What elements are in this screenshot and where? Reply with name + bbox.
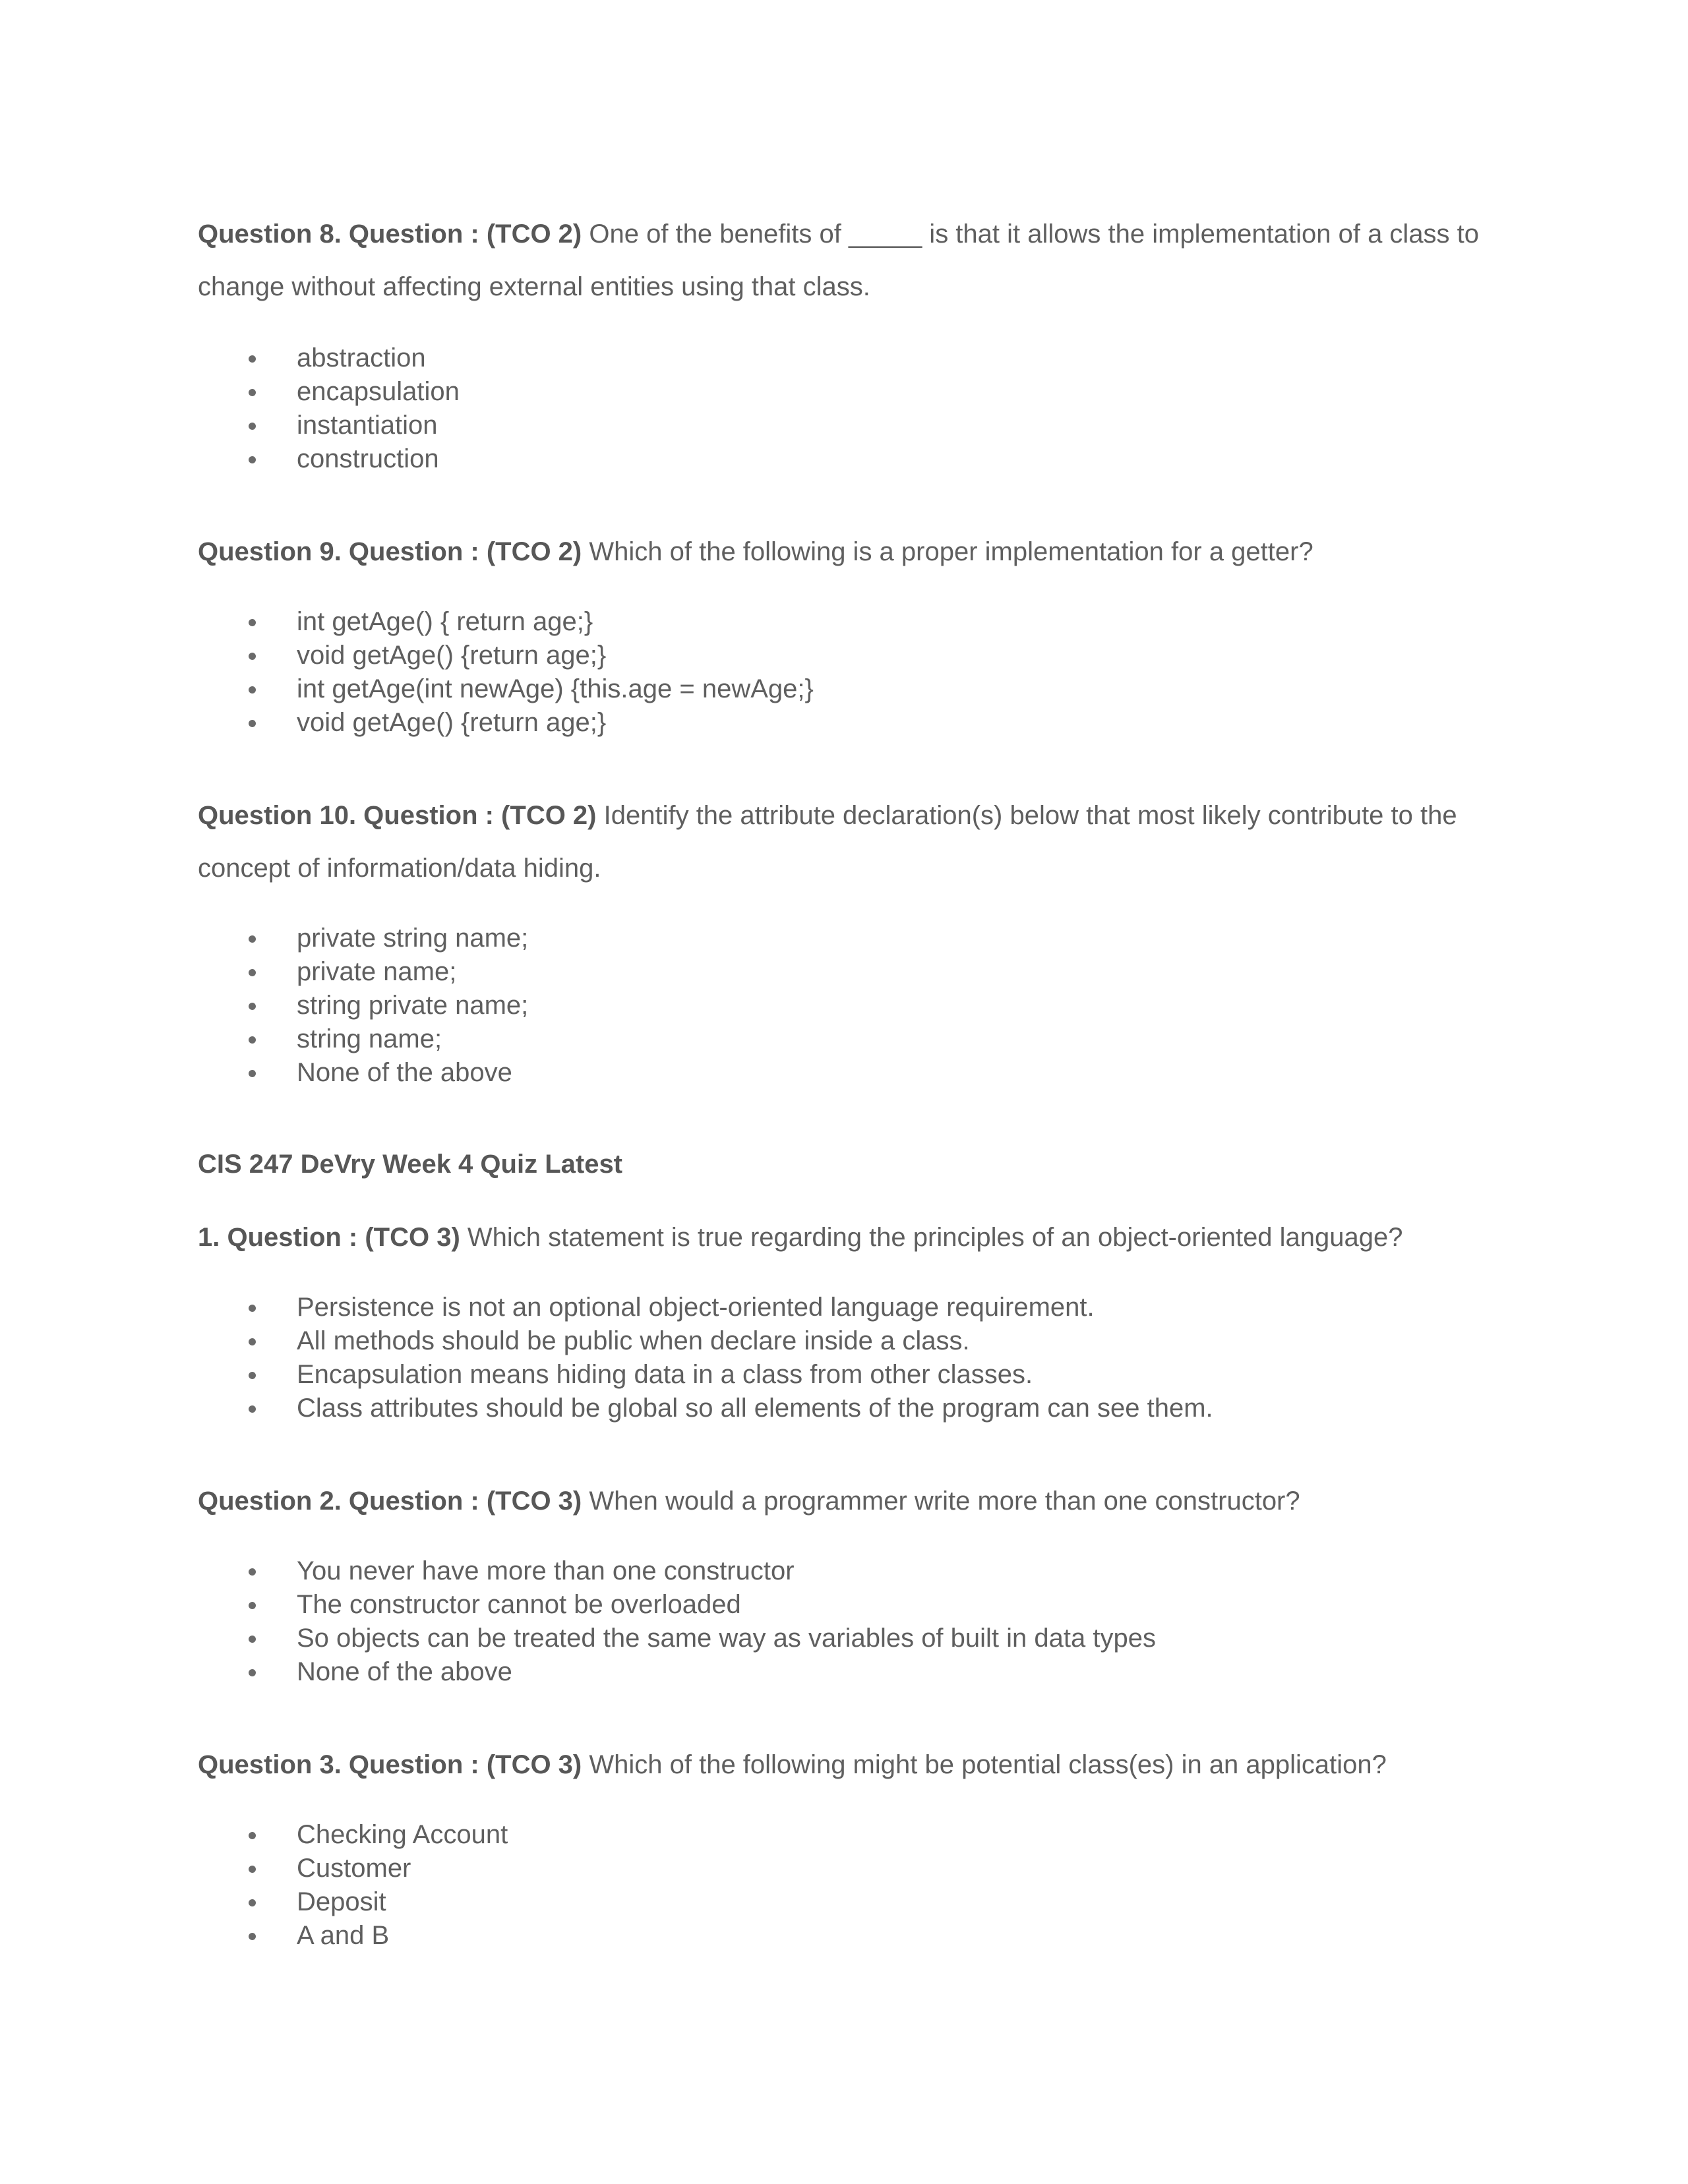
list-item	[198, 1056, 528, 1090]
option-text: Deposit	[297, 1887, 386, 1916]
list-item	[198, 955, 528, 989]
list-item	[198, 341, 460, 375]
option-text: string private name;	[297, 991, 529, 1020]
list-item	[198, 409, 460, 442]
week4-question-1	[198, 1211, 1490, 1264]
list-item	[198, 1852, 508, 1885]
option-text: private string name;	[297, 924, 529, 953]
list-item	[198, 989, 528, 1022]
question-text: Which statement is true regarding the principles of an object-oriented language?	[460, 1223, 1403, 1252]
question-label: 1. Question : (TCO 3)	[198, 1223, 460, 1252]
question-label: Question 2. Question : (TCO 3)	[198, 1487, 582, 1516]
list-item	[198, 1588, 1156, 1622]
list-item	[198, 1291, 1213, 1324]
bullet-icon	[249, 1036, 256, 1044]
question-label: Question 9. Question : (TCO 2)	[198, 537, 582, 566]
bullet-icon	[249, 1338, 256, 1345]
option-text: None of the above	[297, 1657, 512, 1686]
option-text: Customer	[297, 1854, 411, 1883]
bullet-icon	[249, 1669, 256, 1676]
question-label: Question 10. Question : (TCO 2)	[198, 801, 597, 830]
option-text: You never have more than one constructor	[297, 1556, 795, 1585]
option-text: private name;	[297, 957, 457, 986]
option-text: Encapsulation means hiding data in a class from other classes.	[297, 1360, 1033, 1389]
question-text: One of the benefits of _____ is that it allows the implementation of a class to change without affecting external entities using that class.	[198, 220, 1480, 301]
bullet-icon	[249, 969, 256, 976]
list-item	[198, 1358, 1213, 1392]
option-text: void getAge() {return age;}	[297, 708, 607, 737]
list-item	[198, 672, 814, 706]
list-item	[198, 375, 460, 409]
bullet-icon	[249, 720, 256, 727]
week4-question-2-options	[198, 1554, 1156, 1689]
bullet-icon	[249, 686, 256, 694]
bullet-icon	[249, 1832, 256, 1839]
question-10-options	[198, 922, 528, 1090]
option-text: All methods should be public when declare inside a class.	[297, 1326, 970, 1355]
question-8	[198, 208, 1490, 313]
list-item	[198, 1392, 1213, 1425]
list-item	[198, 1324, 1213, 1358]
bullet-icon	[249, 619, 256, 626]
list-item	[198, 1818, 508, 1852]
option-text: encapsulation	[297, 377, 460, 406]
question-text: Which of the following is a proper implementation for a getter?	[582, 537, 1313, 566]
bullet-icon	[249, 1899, 256, 1906]
list-item	[198, 1885, 508, 1919]
week4-question-3-options	[198, 1818, 508, 1953]
bullet-icon	[249, 423, 256, 430]
week4-question-2	[198, 1475, 1490, 1527]
list-item	[198, 639, 814, 672]
bullet-icon	[249, 1568, 256, 1576]
bullet-icon	[249, 1636, 256, 1643]
question-text: When would a programmer write more than one constructor?	[582, 1487, 1300, 1516]
bullet-icon	[249, 1602, 256, 1609]
week4-question-1-options	[198, 1291, 1213, 1425]
bullet-icon	[249, 1372, 256, 1379]
bullet-icon	[249, 355, 256, 363]
question-9-options	[198, 605, 814, 740]
bullet-icon	[249, 389, 256, 396]
option-text: A and B	[297, 1921, 390, 1950]
week4-question-3	[198, 1738, 1490, 1791]
list-item	[198, 1655, 1156, 1689]
list-item	[198, 706, 814, 740]
option-text: Class attributes should be global so all elements of the program can see them.	[297, 1394, 1213, 1423]
question-text: Which of the following might be potential class(es) in an application?	[582, 1750, 1387, 1779]
question-9	[198, 525, 1490, 578]
list-item	[198, 1554, 1156, 1588]
list-item	[198, 922, 528, 955]
option-text: So objects can be treated the same way as variables of built in data types	[297, 1624, 1156, 1653]
list-item	[198, 1022, 528, 1056]
bullet-icon	[249, 1070, 256, 1077]
bullet-icon	[249, 653, 256, 660]
question-label: Question 3. Question : (TCO 3)	[198, 1750, 582, 1779]
question-8-options	[198, 341, 460, 476]
bullet-icon	[249, 1933, 256, 1940]
option-text: None of the above	[297, 1058, 512, 1087]
question-label: Question 8. Question : (TCO 2)	[198, 220, 582, 249]
list-item	[198, 1919, 508, 1953]
option-text: void getAge() {return age;}	[297, 641, 607, 670]
option-text: instantiation	[297, 411, 438, 440]
list-item	[198, 1622, 1156, 1655]
bullet-icon	[249, 1003, 256, 1010]
bullet-icon	[249, 935, 256, 943]
list-item	[198, 442, 460, 476]
question-text: Identify the attribute declaration(s) below that most likely contribute to the concept of information/data hiding.	[198, 801, 1457, 883]
option-text: int getAge(int newAge) {this.age = newAge;}	[297, 674, 814, 703]
option-text: string name;	[297, 1024, 442, 1053]
bullet-icon	[249, 1305, 256, 1312]
option-text: Checking Account	[297, 1820, 508, 1849]
bullet-icon	[249, 1866, 256, 1873]
option-text: The constructor cannot be overloaded	[297, 1590, 741, 1619]
bullet-icon	[249, 456, 256, 463]
list-item	[198, 605, 814, 639]
option-text: Persistence is not an optional object-oriented language requirement.	[297, 1293, 1095, 1322]
option-text: int getAge() { return age;}	[297, 607, 593, 636]
option-text: abstraction	[297, 343, 426, 372]
bullet-icon	[249, 1405, 256, 1413]
question-10	[198, 789, 1490, 895]
section-heading: CIS 247 DeVry Week 4 Quiz Latest	[198, 1150, 623, 1179]
option-text: construction	[297, 444, 439, 473]
